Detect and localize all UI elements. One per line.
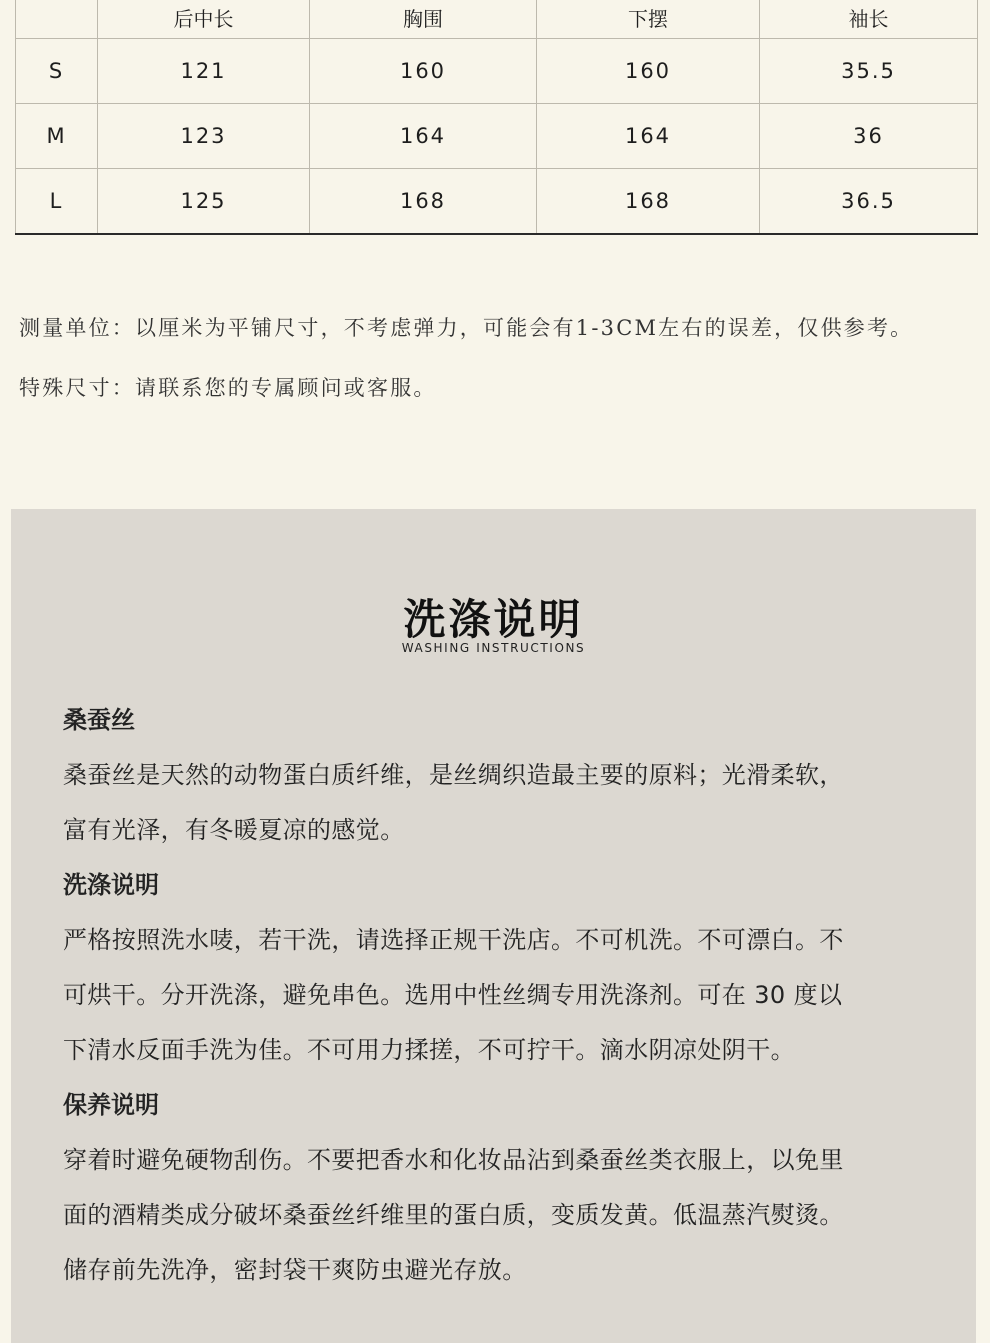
text-line: 桑蚕丝是天然的动物蛋白质纤维，是丝绸织造最主要的原料；光滑柔软， xyxy=(63,761,844,789)
text-line: 严格按照洗水唛，若干洗，请选择正规干洗店。不可机洗。不可漂白。不 xyxy=(63,926,844,954)
table-cell: 168 xyxy=(537,169,760,235)
table-cell: 164 xyxy=(310,104,537,169)
text-line: 穿着时避免硬物刮伤。不要把香水和化妆品沾到桑蚕丝类衣服上，以免里 xyxy=(63,1146,844,1174)
table-cell: 36.5 xyxy=(760,169,978,235)
header-cell: 袖长 xyxy=(760,0,978,39)
text-line: 可烘干。分开洗涤，避免串色。选用中性丝绸专用洗涤剂。可在 30 度以 xyxy=(63,981,843,1009)
section-title: 洗涤说明 xyxy=(403,595,584,644)
table-row xyxy=(16,104,978,169)
measurement-note: 测量单位：以厘米为平铺尺寸，不考虑弹力，可能会有1-3CM左右的误差，仅供参考。 xyxy=(19,316,914,340)
table-cell: 164 xyxy=(537,104,760,169)
section-subtitle: WASHING INSTRUCTIONS xyxy=(401,641,586,655)
table-cell: 121 xyxy=(98,39,310,104)
section-heading-washing: 洗涤说明 xyxy=(63,871,159,899)
header-cell xyxy=(16,0,98,39)
table-header-row xyxy=(16,0,978,39)
section-heading-care: 保养说明 xyxy=(63,1091,159,1119)
table-cell: 35.5 xyxy=(760,39,978,104)
header-cell: 下摆 xyxy=(537,0,760,39)
washing-instructions-panel xyxy=(11,509,976,1343)
table-cell: 160 xyxy=(310,39,537,104)
table-cell: 168 xyxy=(310,169,537,235)
header-cell: 后中长 xyxy=(98,0,310,39)
table-row xyxy=(16,39,978,104)
header-cell: 胸围 xyxy=(310,0,537,39)
text-line: 储存前先洗净，密封袋干爽防虫避光存放。 xyxy=(63,1256,527,1284)
text-line: 富有光泽，有冬暖夏凉的感觉。 xyxy=(63,816,405,844)
table-row xyxy=(16,169,978,235)
table-cell: 123 xyxy=(98,104,310,169)
size-label: M xyxy=(16,104,98,169)
size-notes xyxy=(19,298,913,418)
table-cell: 125 xyxy=(98,169,310,235)
special-size-note: 特殊尺寸：请联系您的专属顾问或客服。 xyxy=(19,376,437,400)
size-label: S xyxy=(16,39,98,104)
table-cell: 160 xyxy=(537,39,760,104)
washing-content xyxy=(63,693,943,1298)
text-line: 下清水反面手洗为佳。不可用力揉搓，不可拧干。滴水阴凉处阴干。 xyxy=(63,1036,795,1064)
size-label: L xyxy=(16,169,98,235)
text-line: 面的酒精类成分破坏桑蚕丝纤维里的蛋白质，变质发黄。低温蒸汽熨烫。 xyxy=(63,1201,844,1229)
size-table xyxy=(15,0,978,235)
section-heading-silk: 桑蚕丝 xyxy=(63,706,135,734)
table-cell: 36 xyxy=(760,104,978,169)
